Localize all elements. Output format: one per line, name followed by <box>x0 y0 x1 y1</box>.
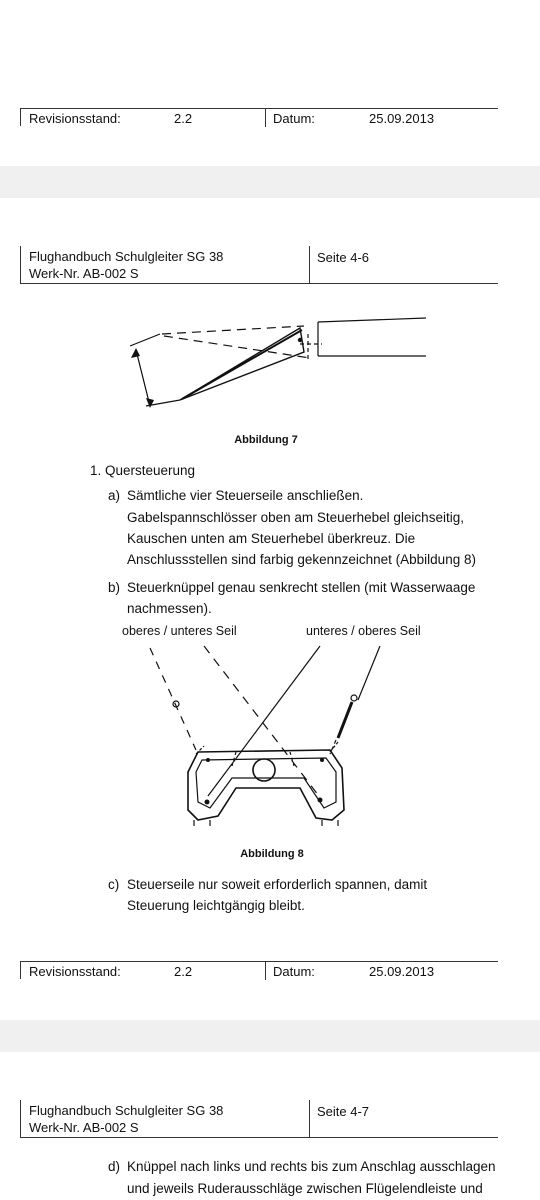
werk-number: Werk-Nr. AB-002 S <box>29 1120 139 1135</box>
figure-8-label-left: oberes / unteres Seil <box>122 624 237 638</box>
revision-footer <box>20 961 498 979</box>
page-gap <box>0 166 540 198</box>
page-gap <box>0 1020 540 1052</box>
manual-title: Flughandbuch Schulgleiter SG 38 <box>29 249 224 264</box>
item-a-marker: a) <box>108 488 121 503</box>
footer-divider <box>265 962 266 980</box>
werk-number: Werk-Nr. AB-002 S <box>29 266 139 281</box>
date-value: 25.09.2013 <box>369 111 435 126</box>
page-header <box>20 246 498 284</box>
footer-divider <box>265 109 266 127</box>
figure-8-label-right: unteres / oberes Seil <box>306 624 421 638</box>
rev-label: Revisionsstand: <box>29 111 121 126</box>
item-d-marker: d) <box>108 1159 121 1174</box>
item-a-line-2: Gabelspannschlösser oben am Steuerhebel gleichseitig, <box>127 510 464 525</box>
item-c-marker: c) <box>108 877 120 892</box>
item-b-line-2: nachmessen). <box>127 601 212 616</box>
item-a-line-1: Sämtliche vier Steuerseile anschließen. <box>127 488 364 503</box>
figure-8-caption: Abbildung 8 <box>240 848 304 860</box>
page-number: Seite 4-6 <box>317 250 370 265</box>
item-d-line-2: und jeweils Ruderausschläge zwischen Flügelendleiste und <box>127 1181 483 1196</box>
figure-7-caption: Abbildung 7 <box>234 434 298 446</box>
item-d-line-1: Knüppel nach links und rechts bis zum Anschlag ausschlagen <box>127 1159 496 1174</box>
item-1-heading: 1. Quersteuerung <box>90 463 196 478</box>
rev-label: Revisionsstand: <box>29 964 121 979</box>
item-b-marker: b) <box>108 580 121 595</box>
header-divider <box>309 246 310 284</box>
date-value: 25.09.2013 <box>369 964 435 979</box>
page-number: Seite 4-7 <box>317 1104 370 1119</box>
page-4-6 <box>0 198 540 1020</box>
revision-footer <box>20 108 498 126</box>
page-top <box>0 0 540 166</box>
header-divider <box>309 1100 310 1138</box>
figure-7-drawing <box>0 316 540 416</box>
item-a-line-4: Anschlussstellen sind farbig gekennzeichnet (Abbildung 8) <box>127 552 476 567</box>
rev-value: 2.2 <box>174 964 193 979</box>
date-label: Datum: <box>273 111 315 126</box>
rev-value: 2.2 <box>174 111 193 126</box>
item-c-line-1: Steuerseile nur soweit erforderlich spannen, damit <box>127 877 428 892</box>
figure-8-drawing <box>0 642 540 842</box>
page-header <box>20 1100 498 1138</box>
manual-title: Flughandbuch Schulgleiter SG 38 <box>29 1103 224 1118</box>
item-a-line-3: Kauschen unten am Steuerhebel überkreuz. Die <box>127 531 416 546</box>
page-4-7 <box>0 1052 540 1200</box>
date-label: Datum: <box>273 964 315 979</box>
item-c-line-2: Steuerung leichtgängig bleibt. <box>127 898 305 913</box>
item-b-line-1: Steuerknüppel genau senkrecht stellen (mit Wasserwaage <box>127 580 476 595</box>
